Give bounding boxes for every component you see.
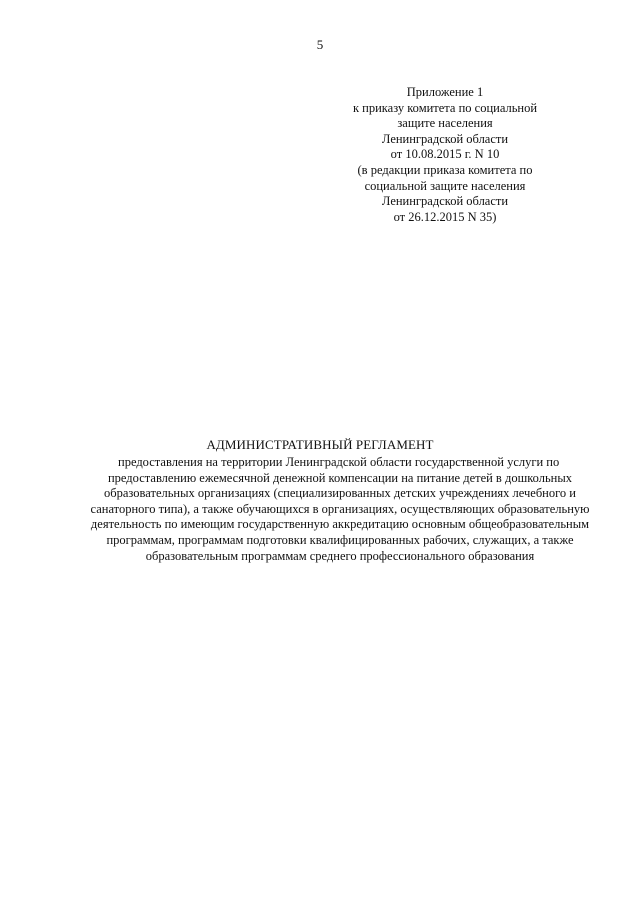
appendix-line: от 10.08.2015 г. N 10 (390, 147, 500, 162)
appendix-line: Ленинградской области (381, 131, 509, 146)
appendix-line: (в редакции приказа комитета по (357, 162, 533, 177)
regulation-line: программам, программам подготовки квалифицированных рабочих, служащих, а также (106, 532, 574, 547)
regulation-line: деятельность по имеющим государственную аккредитацию основным общеобразовательным (90, 517, 590, 532)
appendix-line: защите населения (397, 116, 493, 131)
regulation-line: предоставления на территории Ленинградской области государственной услуги по (118, 455, 560, 469)
appendix-line: от 26.12.2015 N 35) (393, 209, 497, 224)
regulation-title: АДМИНИСТРАТИВНЫЙ РЕГЛАМЕНТ (206, 437, 434, 452)
regulation-line: образовательных организациях (специализированных детских учреждениях лечебного и (104, 486, 576, 501)
appendix-line: Приложение 1 (406, 85, 484, 99)
regulation-line: образовательным программам среднего профессионального образования (145, 548, 535, 563)
regulation-line: предоставлению ежемесячной денежной компенсации на питание детей в дошкольных (107, 470, 572, 485)
regulation-subtitle (80, 455, 600, 564)
appendix-line: социальной защите населения (364, 178, 526, 193)
appendix-line: Ленинградской области (381, 194, 509, 209)
regulation-line: санаторного типа), а также обучающихся в организациях, осуществляющих образовательную (90, 501, 590, 516)
page-number: 5 (316, 37, 324, 52)
appendix-header (330, 85, 560, 225)
appendix-line: к приказу комитета по социальной (352, 100, 538, 115)
